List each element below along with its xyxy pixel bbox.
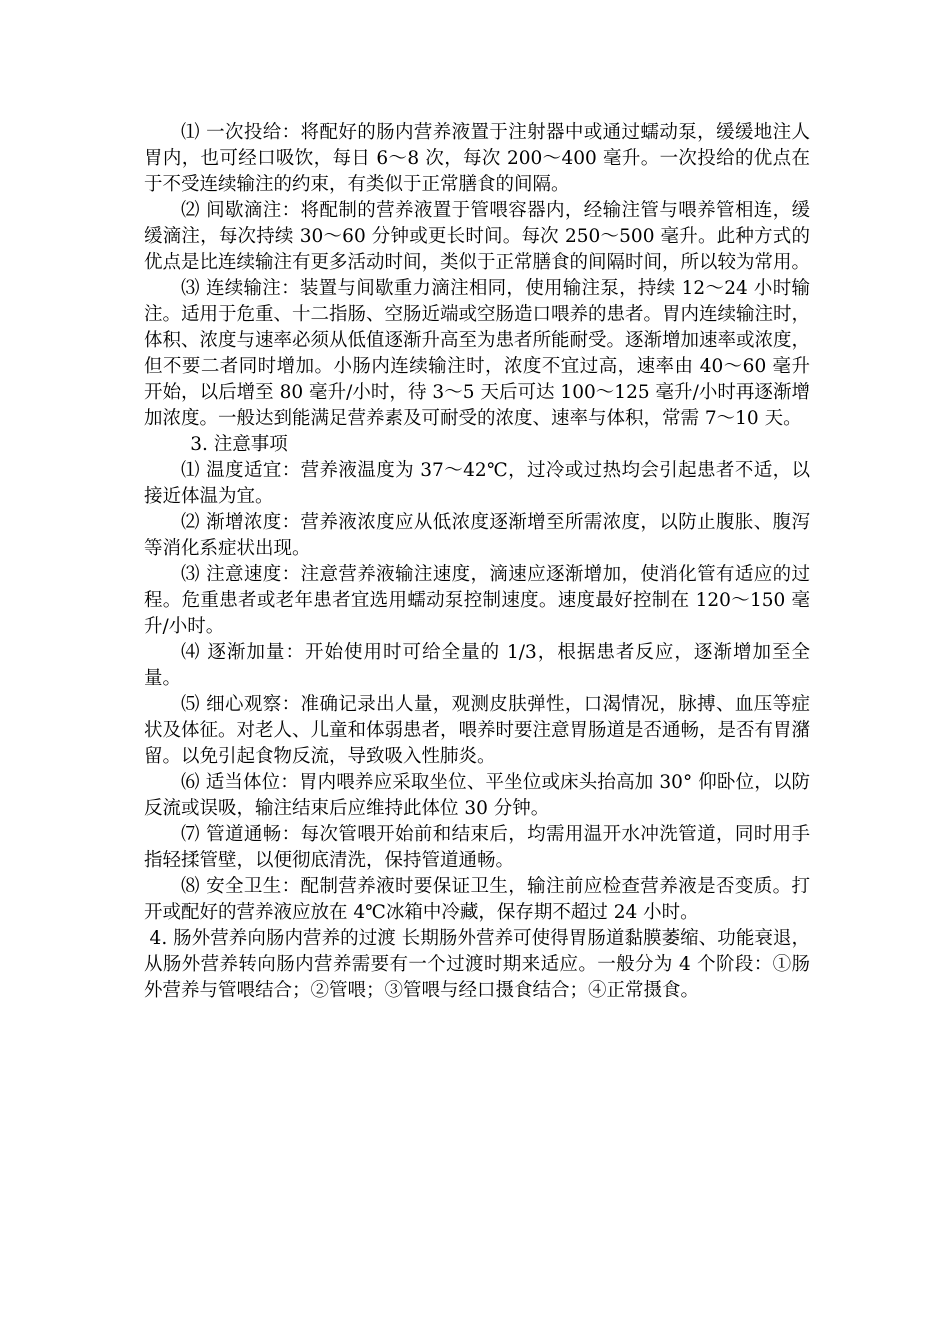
document-body — [144, 120, 810, 1004]
paragraph-intermittent-drip: ⑵ 间歇滴注：将配制的营养液置于管喂容器内，经输注管与喂养管相连，缓缓滴注，每次持续 30～60 分钟或更长时间。每次 250～500 毫升。此种方式的优点是比连续输注有更多活动时间，类似于正常膳食的间隔时间，所以较为常用。 — [144, 200, 811, 273]
paragraph-volume: ⑷ 逐渐加量：开始使用时可给全量的 1/3，根据患者反应，逐渐增加至全量。 — [144, 642, 810, 689]
paragraph-observation: ⑸ 细心观察：准确记录出人量，观测皮肤弹性，口渴情况，脉搏、血压等症状及体征。对老人、儿童和体弱患者，喂养时要注意胃肠道是否通畅，是否有胃潴留。以免引起食物反流，导致吸入性肺炎。 — [144, 694, 811, 767]
paragraph-position: ⑹ 适当体位：胃内喂养应采取坐位、平坐位或床头抬高加 30° 仰卧位，以防反流或误吸，输注结束后应维持此体位 30 分钟。 — [144, 772, 810, 819]
paragraph-speed: ⑶ 注意速度：注意营养液输注速度，滴速应逐渐增加，使消化管有适应的过程。危重患者或老年患者宜选用蠕动泵控制速度。速度最好控制在 120～150 毫升/小时。 — [144, 564, 810, 637]
paragraph-concentration: ⑵ 渐增浓度：营养液浓度应从低浓度逐渐增至所需浓度，以防止腹胀、腹泻等消化系症状出现。 — [144, 512, 810, 559]
paragraph-temperature: ⑴ 温度适宜：营养液温度为 37～42℃，过冷或过热均会引起患者不适，以接近体温为宜。 — [144, 460, 810, 507]
paragraph-hygiene: ⑻ 安全卫生：配制营养液时要保证卫生，输注前应检查营养液是否变质。打开或配好的营养液应放在 4℃冰箱中冷藏，保存期不超过 24 小时。 — [144, 876, 810, 923]
paragraph-tube-patency: ⑺ 管道通畅：每次管喂开始前和结束后，均需用温开水冲洗管道，同时用手指轻揉管壁，以便彻底清洗，保持管道通畅。 — [144, 824, 810, 871]
paragraph-transition: 4. 肠外营养向肠内营养的过渡 长期肠外营养可使得胃肠道黏膜萎缩、功能衰退，从肠外营养转向肠内营养需要有一个过渡时期来适应。一般分为 4 个阶段：①肠外营养与管喂结合；②管喂；③管喂与经口摄食结合；④正常摄食。 — [144, 928, 810, 1001]
section-heading-precautions: 3. 注意事项 — [190, 434, 288, 455]
paragraph-bolus-feeding: ⑴ 一次投给：将配好的肠内营养液置于注射器中或通过蠕动泵，缓缓地注人胃内，也可经口吸饮，每日 6～8 次，每次 200～400 毫升。一次投给的优点在于不受连续输注的约束，有类似于正常膳食的间隔。 — [144, 122, 810, 195]
paragraph-continuous-infusion: ⑶ 连续输注：装置与间歇重力滴注相同，使用输注泵，持续 12～24 小时输注。适用于危重、十二指肠、空肠近端或空肠造口喂养的患者。胃内连续输注时，体积、浓度与速率必须从低值逐渐升高至为患者所能耐受。逐渐增加速率或浓度，但不要二者同时增加。小肠内连续输注时，浓度不宜过高，速率由 40～60 毫升开始，以后增至 80 毫升/小时，待 3～5 天后可达 100～125 毫升/小时再逐渐增加浓度。一般达到能满足营养素及可耐受的浓度、速率与体积，常需 7～10 天。 — [144, 278, 811, 429]
